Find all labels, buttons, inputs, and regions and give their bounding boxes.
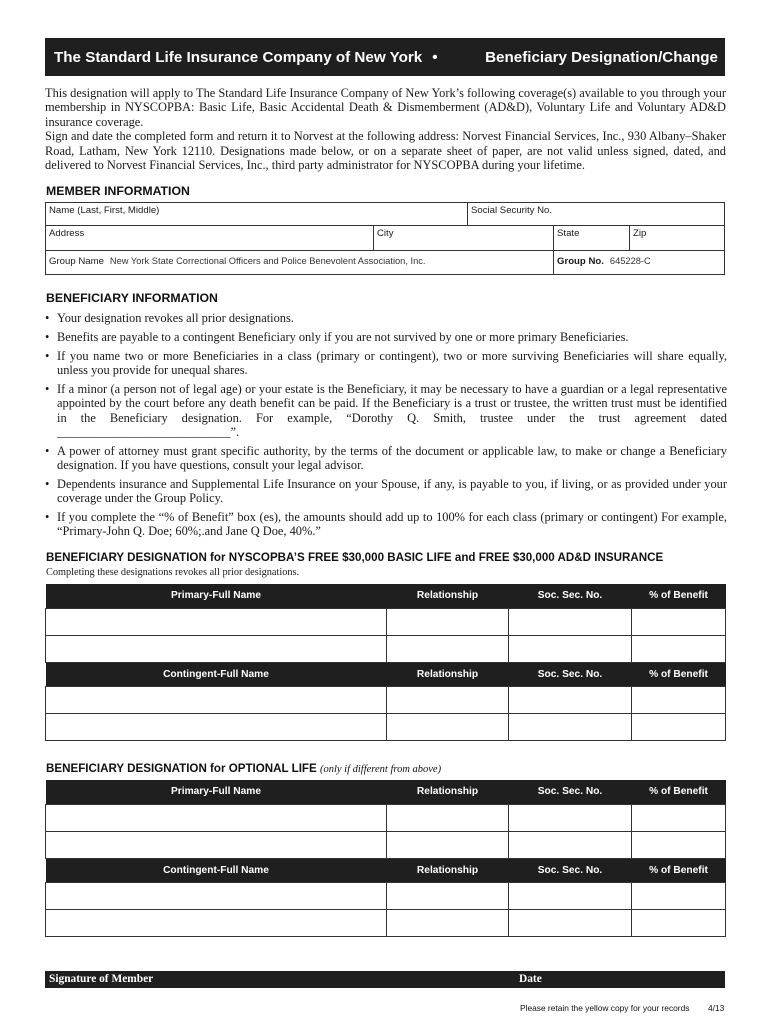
form-header (45, 38, 725, 76)
signature-label: Signature of Member (49, 973, 154, 985)
group-name-field (46, 251, 554, 274)
primary-name-header: Primary-Full Name (46, 780, 387, 804)
table-row (46, 713, 726, 740)
list-item-text: Benefits are payable to a contingent Beneficiary only if you are not survived by one or more primary Beneficiaries. (57, 329, 629, 344)
percent-cell[interactable] (632, 713, 726, 740)
list-item (45, 510, 727, 539)
group-no-label: Group No. (557, 256, 604, 267)
signature-bar (45, 971, 725, 988)
member-row-name (46, 203, 724, 226)
percent-header: % of Benefit (632, 858, 726, 882)
optional-designation-note: (only if different from above) (319, 764, 442, 775)
primary-name-header: Primary-Full Name (46, 584, 387, 608)
relationship-header: Relationship (387, 662, 509, 686)
ssn-label: Social Security No. (471, 205, 553, 216)
percent-cell[interactable] (632, 608, 726, 635)
list-item-text: A power of attorney must grant specific authority, by the terms of the document or applicable law, to make or change a Beneficiary designation. If you have questions, consult your legal advisor. (57, 443, 727, 473)
retain-copy-note: Please retain the yellow copy for your records (520, 1003, 690, 1013)
contingent-name-header: Contingent-Full Name (46, 858, 387, 882)
ssn-cell[interactable] (509, 608, 632, 635)
relationship-cell[interactable] (387, 713, 509, 740)
form-title: Beneficiary Designation/Change (485, 48, 718, 66)
relationship-cell[interactable] (387, 882, 509, 909)
date-label: Date (519, 973, 542, 985)
percent-header: % of Benefit (632, 584, 726, 608)
primary-name-cell[interactable] (46, 635, 387, 662)
list-item (45, 311, 727, 325)
list-item (45, 382, 727, 439)
contingent-name-cell[interactable] (46, 909, 387, 936)
contingent-name-cell[interactable] (46, 713, 387, 740)
member-row-address (46, 226, 724, 251)
list-item (45, 349, 727, 378)
optional-beneficiary-table (45, 780, 726, 937)
basic-beneficiary-table (45, 584, 726, 741)
list-item (45, 330, 727, 344)
member-info-grid (45, 202, 725, 275)
optional-designation-title-text: BENEFICIARY DESIGNATION for OPTIONAL LIFE (46, 762, 317, 775)
table-row (46, 608, 726, 635)
relationship-cell[interactable] (387, 635, 509, 662)
ssn-field[interactable] (468, 203, 724, 225)
intro-text (45, 86, 726, 172)
list-item-text: If you name two or more Beneficiaries in a class (primary or contingent), two or more surviving Beneficiaries will share equally, unless you provide for unequal shares. (57, 348, 727, 378)
city-label: City (377, 228, 394, 239)
percent-cell[interactable] (632, 635, 726, 662)
percent-cell[interactable] (632, 804, 726, 831)
relationship-header: Relationship (387, 858, 509, 882)
basic-designation-note: Completing these designations revokes all prior designations. (46, 567, 300, 578)
relationship-cell[interactable] (387, 686, 509, 713)
bullet-icon: • (45, 510, 50, 525)
city-field[interactable] (374, 226, 554, 250)
percent-cell[interactable] (632, 831, 726, 858)
primary-name-cell[interactable] (46, 608, 387, 635)
header-separator: • (432, 48, 438, 66)
table-row (46, 831, 726, 858)
state-field[interactable] (554, 226, 630, 250)
address-field[interactable] (46, 226, 374, 250)
ssn-cell[interactable] (509, 831, 632, 858)
basic-designation-title: BENEFICIARY DESIGNATION for NYSCOPBA’S FREE $30,000 BASIC LIFE and FREE $30,000 AD&D INSURANCE (46, 551, 664, 564)
ssn-cell[interactable] (509, 909, 632, 936)
primary-header-row (46, 780, 726, 804)
contingent-name-cell[interactable] (46, 882, 387, 909)
primary-name-cell[interactable] (46, 804, 387, 831)
bullet-icon: • (45, 381, 50, 396)
table-row (46, 909, 726, 936)
relationship-cell[interactable] (387, 608, 509, 635)
relationship-cell[interactable] (387, 909, 509, 936)
beneficiary-info-title: BENEFICIARY INFORMATION (46, 291, 218, 305)
ssn-cell[interactable] (509, 882, 632, 909)
list-item-text: Your designation revokes all prior designations. (57, 311, 294, 325)
percent-cell[interactable] (632, 882, 726, 909)
signature-field[interactable] (45, 950, 515, 970)
bullet-icon: • (45, 476, 50, 491)
list-item (45, 444, 727, 473)
percent-header: % of Benefit (632, 662, 726, 686)
percent-cell[interactable] (632, 909, 726, 936)
contingent-name-header: Contingent-Full Name (46, 662, 387, 686)
primary-name-cell[interactable] (46, 831, 387, 858)
group-no-value: 645228-C (609, 256, 651, 266)
member-info-title: MEMBER INFORMATION (46, 184, 190, 198)
member-row-group (46, 251, 724, 274)
group-name-value: New York State Correctional Officers and Police Benevolent Association, Inc. (109, 256, 426, 266)
zip-label: Zip (633, 228, 647, 239)
optional-designation-title (46, 762, 441, 775)
contingent-header-row (46, 858, 726, 882)
table-row (46, 804, 726, 831)
table-row (46, 882, 726, 909)
table-row (46, 686, 726, 713)
intro-paragraph-instructions: Sign and date the completed form and return it to Norvest at the following address: Norvest Financial Services, Inc., 930 Albany–Shaker Road, Latham, New York 12110. Designations made below, or on a separate sheet of paper, are not valid unless signed, dated, and delivered to Norvest Financial Services, Inc., third party administrator for NYSCOPBA during your lifetime. (45, 129, 726, 173)
ssn-header: Soc. Sec. No. (509, 858, 632, 882)
bullet-icon: • (45, 311, 50, 325)
form-revision-date: 4/13 (708, 1003, 725, 1013)
group-no-field (554, 251, 724, 274)
bullet-icon: • (45, 443, 50, 458)
contingent-name-cell[interactable] (46, 686, 387, 713)
relationship-cell[interactable] (387, 804, 509, 831)
ssn-cell[interactable] (509, 635, 632, 662)
header-title-left (54, 49, 448, 66)
state-label: State (557, 228, 580, 239)
name-label: Name (Last, First, Middle) (49, 205, 160, 216)
list-item-text: If a minor (a person not of legal age) or your estate is the Beneficiary, it may be necessary to have a guardian or a legal representative appointed by the court before any death benefit can be paid. If the Beneficiary is a trust or trustee, the written trust must be identified in the Beneficiary designation. For example, “Dorothy Q. Smith, trustee under the trust agreement dated ____________________________”. (57, 381, 727, 439)
group-name-label: Group Name (49, 256, 104, 267)
date-field[interactable] (520, 950, 725, 970)
beneficiary-info-list (45, 311, 727, 543)
list-item (45, 477, 727, 506)
name-field[interactable] (46, 203, 468, 225)
relationship-header: Relationship (387, 584, 509, 608)
contingent-header-row (46, 662, 726, 686)
list-item-text: If you complete the “% of Benefit” box (es), the amounts should add up to 100% for each class (primary or contingent) For example, “Primary-John Q. Doe; 60%;.and Jane Q Doe, 40%.” (57, 510, 727, 539)
bullet-icon: • (45, 329, 50, 344)
ssn-header: Soc. Sec. No. (509, 584, 632, 608)
company-name: The Standard Life Insurance Company of New York (54, 48, 423, 66)
intro-paragraph-coverage: This designation will apply to The Standard Life Insurance Company of New York’s following coverage(s) available to you through your membership in NYSCOPBA: Basic Life, Basic Accidental Death & Dismemberment (AD&D), Voluntary Life and Voluntary AD&D insurance coverage. (45, 86, 726, 129)
ssn-cell[interactable] (509, 804, 632, 831)
ssn-cell[interactable] (509, 686, 632, 713)
primary-header-row (46, 584, 726, 608)
table-row (46, 635, 726, 662)
ssn-header: Soc. Sec. No. (509, 662, 632, 686)
percent-header: % of Benefit (632, 780, 726, 804)
zip-field[interactable] (630, 226, 724, 250)
ssn-header: Soc. Sec. No. (509, 780, 632, 804)
bullet-icon: • (45, 348, 50, 363)
ssn-cell[interactable] (509, 713, 632, 740)
list-item-text: Dependents insurance and Supplemental Life Insurance on your Spouse, if any, is payable to you, if living, or as provided under your coverage under the Group Policy. (57, 476, 727, 506)
relationship-cell[interactable] (387, 831, 509, 858)
relationship-header: Relationship (387, 780, 509, 804)
address-label: Address (49, 228, 85, 239)
percent-cell[interactable] (632, 686, 726, 713)
